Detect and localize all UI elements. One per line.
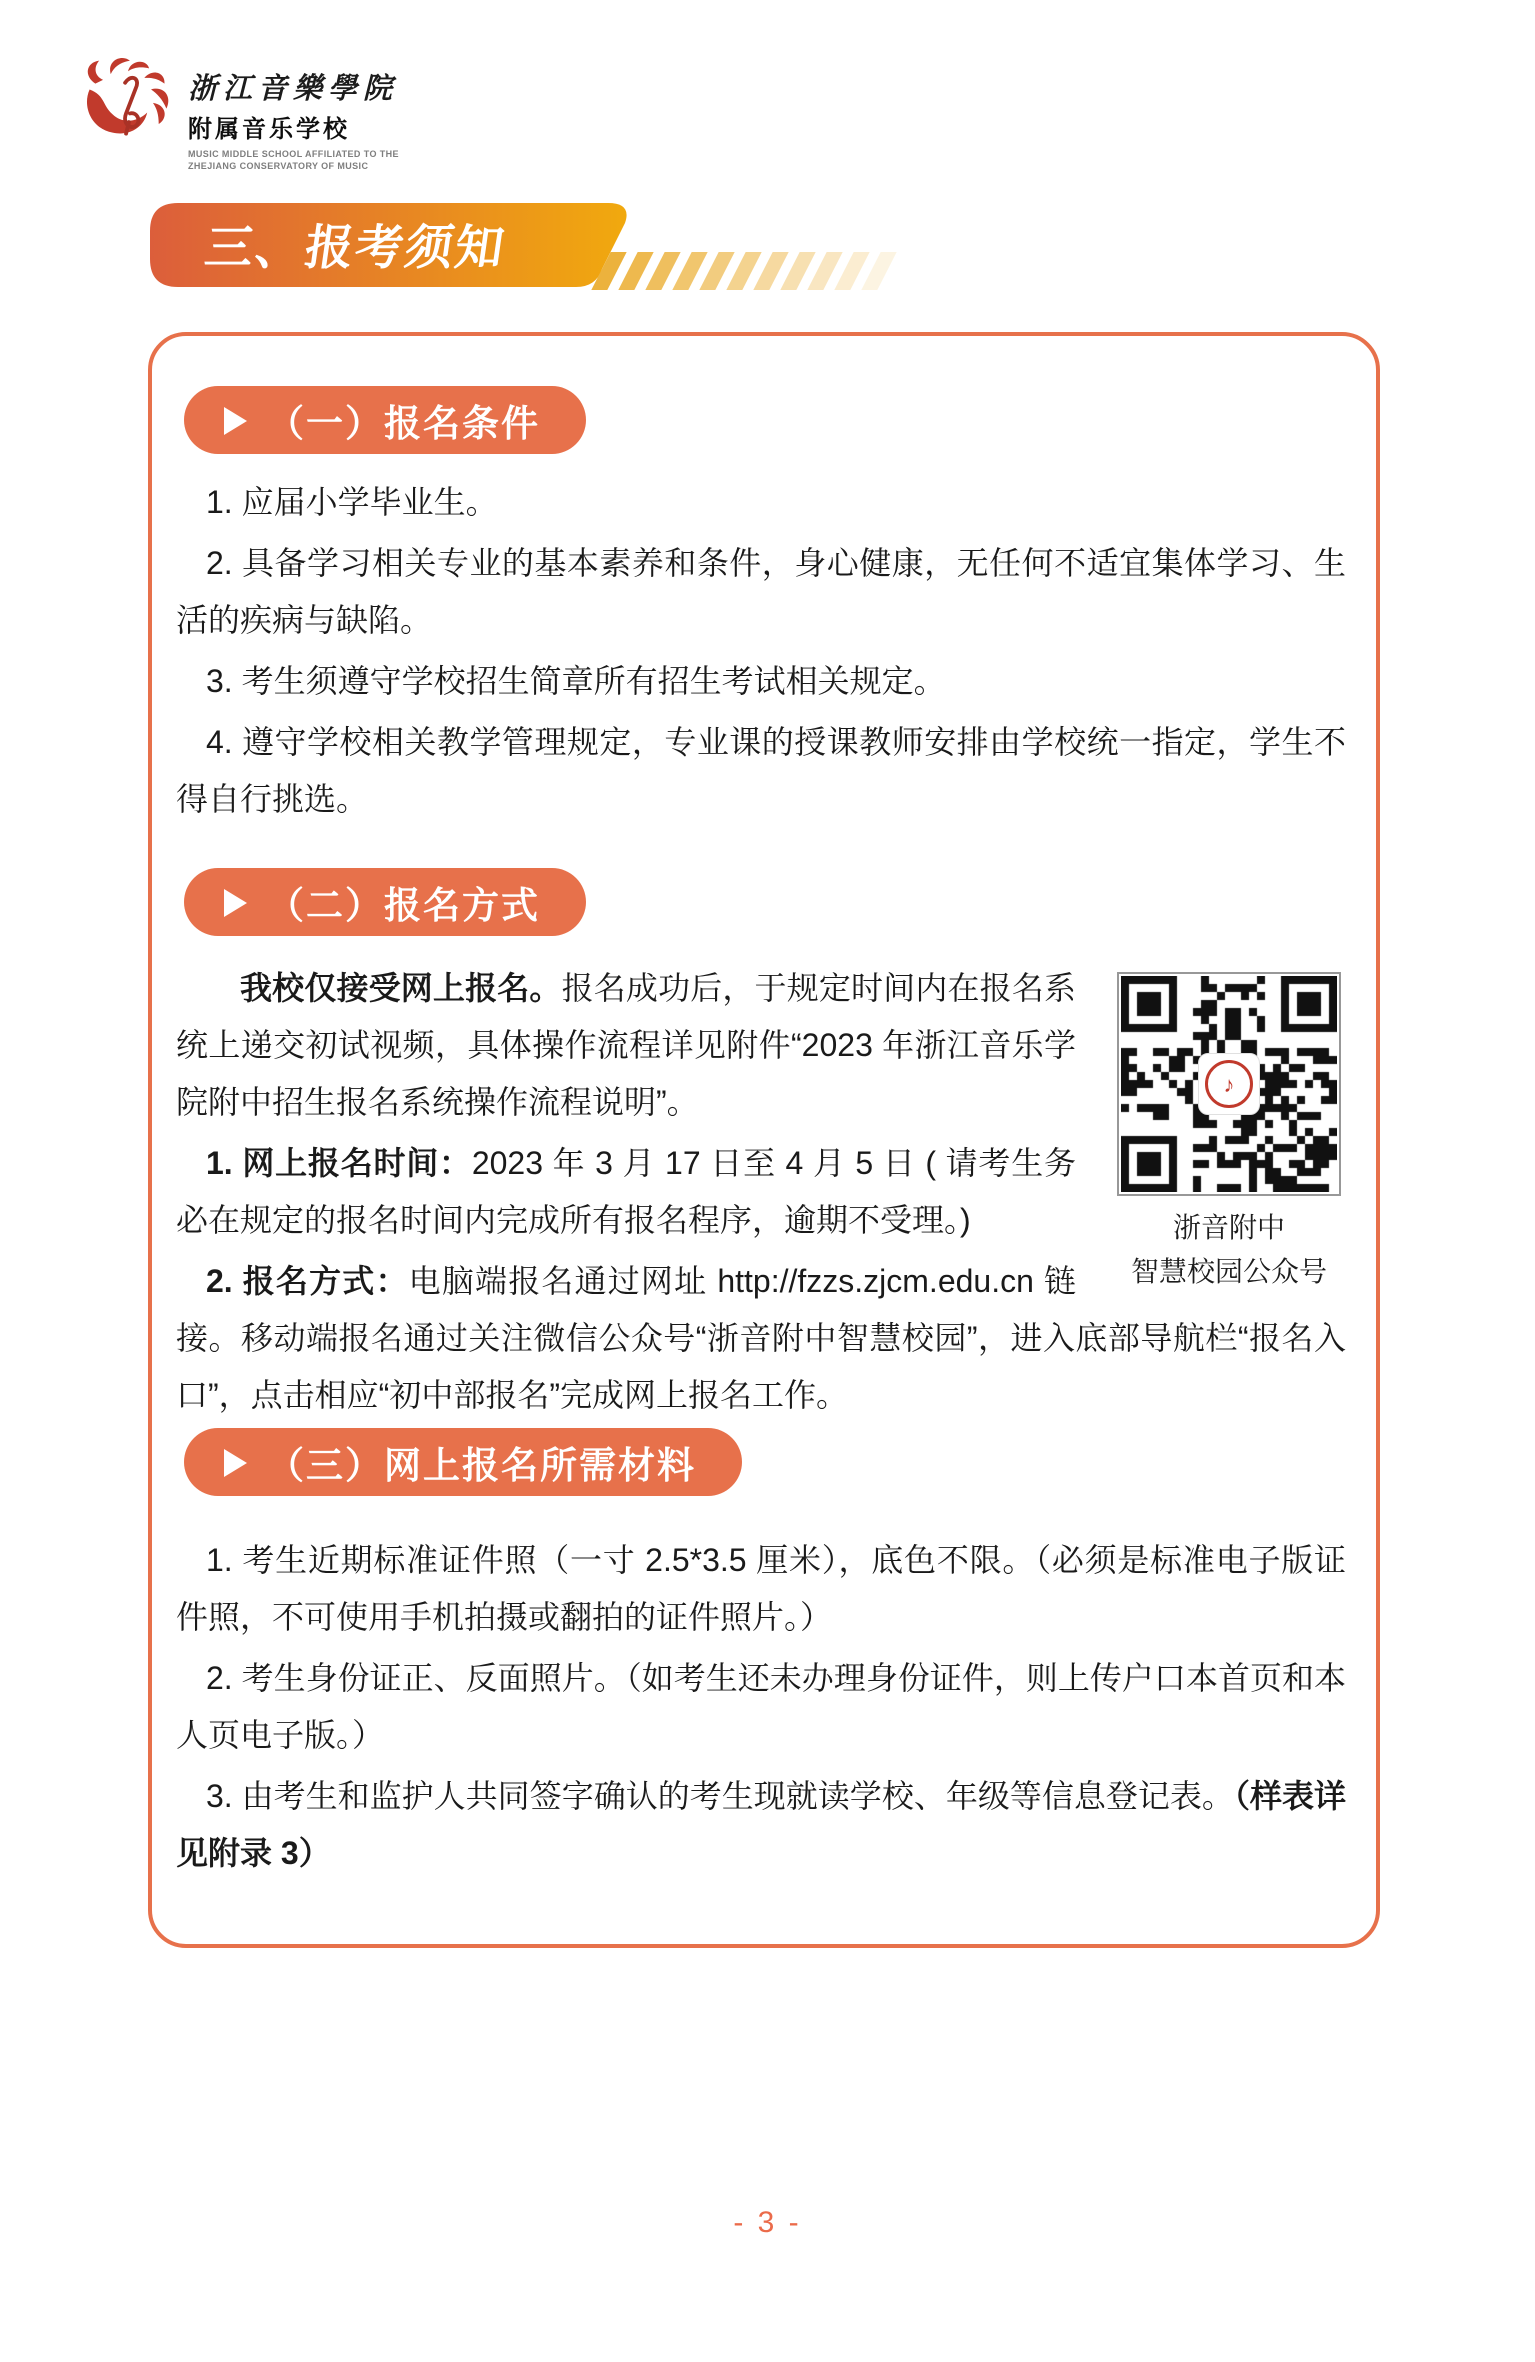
paragraph-text: 电脑端报名通过网址 http://fzzs.zjcm.edu.cn 链接。移动端报名通过关注微信公众号“浙音附中智慧校园”，进入底部导航栏“报名入口”，点击相应“初中部报名”完成网上报名工作。 [176, 1263, 1346, 1413]
logo-en-line2: ZHEJIANG CONSERVATORY OF MUSIC [188, 161, 369, 171]
bold-lead: 我校仅接受网上报名。 [240, 970, 562, 1006]
bold-lead: 1. 网上报名时间： [206, 1145, 472, 1181]
music-note-icon: ♪ [1223, 1071, 1235, 1097]
play-triangle-icon [224, 407, 247, 435]
subsection-header-2 [184, 868, 586, 936]
school-logo [80, 56, 399, 172]
subsection-header-3 [184, 1428, 742, 1496]
bold-lead: 2. 报名方式： [206, 1263, 409, 1299]
logo-text-block [188, 56, 399, 172]
page-section-title: 三、报考须知 [201, 222, 510, 276]
play-triangle-icon [224, 889, 247, 917]
requirement-item: 3. 考生须遵守学校招生简章所有招生考试相关规定。 [206, 663, 946, 699]
bold-tail: （样表详见附录 3） [176, 1778, 1346, 1871]
subsection-3-body [176, 1532, 1346, 1882]
subsection-2-body [176, 960, 1346, 1424]
qr-caption-line1: 浙音附中 [1172, 1212, 1285, 1243]
subsection-1-body [176, 474, 1346, 828]
qr-figure [1112, 972, 1346, 1294]
material-item: 2. 考生身份证正、反面照片。（如考生还未办理身份证件，则上传户口本首页和本人页电子版。） [176, 1660, 1346, 1753]
content-card [148, 332, 1380, 1948]
page-number: - 3 - [733, 2206, 802, 2239]
logo-cn-subtitle: 附属音乐学校 [188, 116, 350, 143]
requirement-item: 2. 具备学习相关专业的基本素养和条件，身心健康，无任何不适宜集体学习、生活的疾病与缺陷。 [176, 545, 1346, 638]
decorative-stripes [601, 252, 887, 290]
subsection-header-1 [184, 386, 586, 454]
requirement-item: 4. 遵守学校相关教学管理规定，专业课的授课教师安排由学校统一指定，学生不得自行挑选。 [176, 724, 1346, 817]
qr-caption-line2: 智慧校园公众号 [1130, 1256, 1327, 1287]
material-item [176, 1768, 1346, 1882]
phoenix-clef-logo-icon [80, 56, 176, 144]
material-item: 1. 考生近期标准证件照（一寸 2.5*3.5 厘米），底色不限。（必须是标准电子版证件照，不可使用手机拍摄或翻拍的证件照片。） [176, 1542, 1346, 1635]
paragraph-text: 报名成功后，于规定时间内在报名系统上递交初试视频，具体操作流程详见附件“2023 年浙江音乐学院附中招生报名系统操作流程说明”。 [176, 970, 1076, 1120]
requirement-item: 1. 应届小学毕业生。 [206, 484, 498, 520]
logo-cn-title: 浙江音樂學院 [188, 71, 399, 105]
qr-caption [1112, 1206, 1346, 1294]
play-triangle-icon [224, 1449, 247, 1477]
paragraph-text: 2023 年 3 月 17 日至 4 月 5 日 ( 请考生务必在规定的报名时间内完成所有报名程序，逾期不受理。) [176, 1145, 1076, 1238]
subsection-1-title: （一）报名条件 [267, 403, 540, 444]
section-banner [150, 203, 632, 287]
seal-ring [1205, 1060, 1253, 1108]
paragraph-text: 3. 由考生和监护人共同签字确认的考生现就读学校、年级等信息登记表。 [206, 1778, 1234, 1814]
qr-center-seal [1198, 1053, 1260, 1115]
subsection-3-title: （三）网上报名所需材料 [267, 1445, 696, 1486]
logo-en-line1: MUSIC MIDDLE SCHOOL AFFILIATED TO THE [188, 149, 399, 159]
subsection-2-title: （二）报名方式 [267, 885, 540, 926]
qr-code [1117, 972, 1341, 1196]
